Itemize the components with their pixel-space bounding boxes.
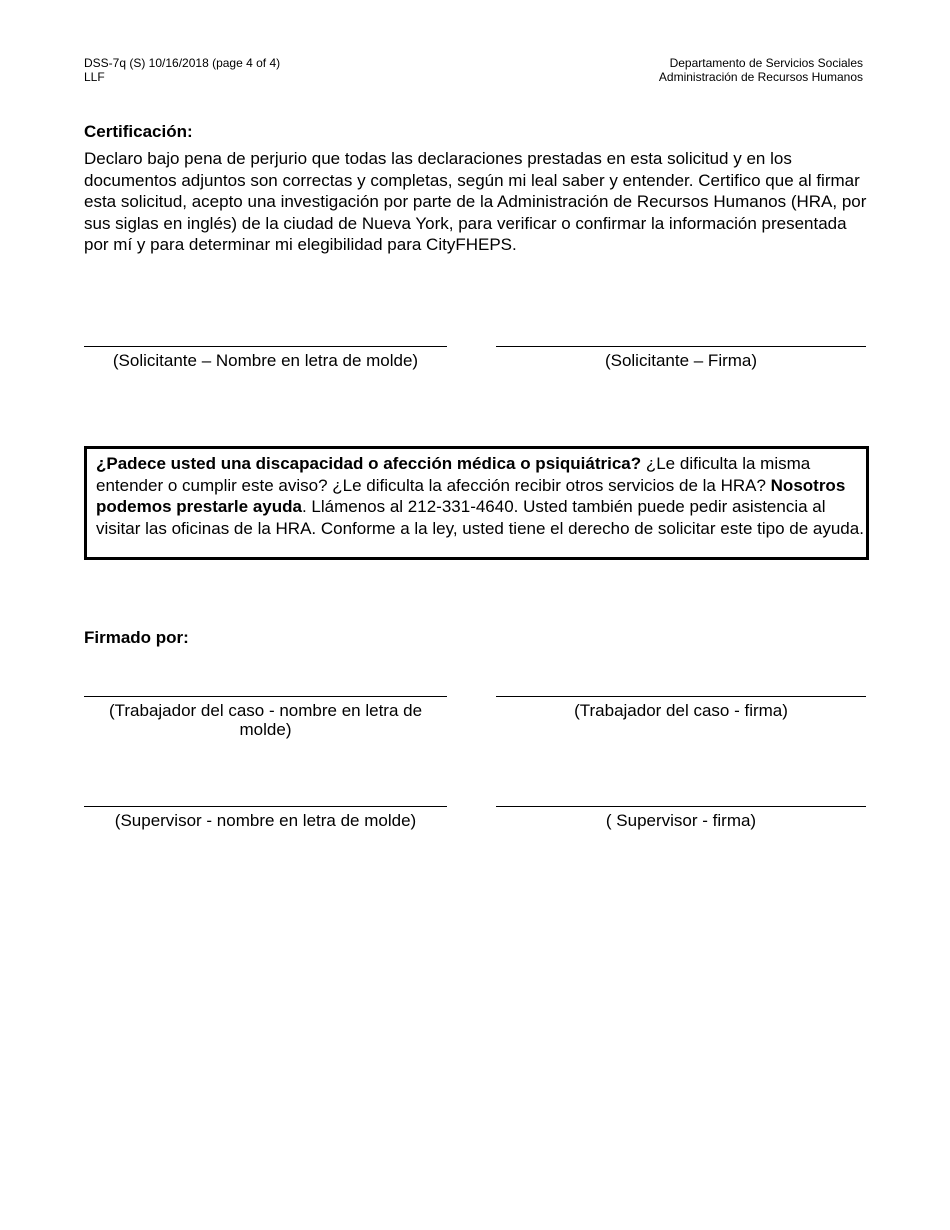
- disability-notice-box: [84, 446, 869, 560]
- form-id: DSS-7q (S) 10/16/2018 (page 4 of 4): [84, 56, 281, 70]
- caseworker-name-line[interactable]: [84, 696, 447, 697]
- notice-text-1: ¿Le dificulta la misma entender o cumplir este aviso? ¿Le dificulta la afección recibir otros servicios de la HRA?: [96, 454, 811, 495]
- certification-body: Declaro bajo pena de perjurio que todas las declaraciones prestadas en esta solicitud y en los documentos adjuntos son correctas y completas, según mi leal saber y entender. Certifico que al firmar esta solicitud, acepto una investigación por parte de la Administración de Recursos Humanos (HRA, por sus siglas en inglés) de la ciudad de Nueva York, para verificar o confirmar la información presentada por mí y para determinar mi elegibilidad para CityFHEPS.: [84, 149, 867, 254]
- notice-text-2: . Llámenos al 212-331-4640. Usted también puede pedir asistencia al visitar las oficinas de la HRA. Conforme a la ley, usted tiene el derecho de solicitar este tipo de ayuda.: [96, 497, 864, 538]
- applicant-signature-label: (Solicitante – Firma): [604, 351, 758, 370]
- notice-help: Nosotros podemos prestarle ayuda: [96, 475, 846, 516]
- signed-by-title: Firmado por:: [84, 628, 189, 647]
- caseworker-signature-label: (Trabajador del caso - firma): [574, 701, 788, 720]
- caseworker-signature-line[interactable]: [496, 696, 866, 697]
- department-name: Departamento de Servicios Sociales: [669, 56, 863, 70]
- form-header-left: [84, 56, 280, 84]
- form-code: LLF: [84, 70, 105, 84]
- notice-question: ¿Padece usted una discapacidad o afección médica o psiquiátrica?: [96, 454, 642, 473]
- supervisor-signature-line[interactable]: [496, 806, 866, 807]
- certification-title: Certificación:: [84, 122, 193, 141]
- administration-name: Administración de Recursos Humanos: [658, 70, 863, 84]
- caseworker-name-label: (Trabajador del caso - nombre en letra de molde): [108, 701, 423, 739]
- supervisor-name-label: (Supervisor - nombre en letra de molde): [114, 811, 417, 830]
- supervisor-name-line[interactable]: [84, 806, 447, 807]
- form-header-right: [659, 56, 863, 84]
- applicant-signature-line[interactable]: [496, 346, 866, 347]
- applicant-name-label: (Solicitante – Nombre en letra de molde): [112, 351, 419, 370]
- applicant-name-line[interactable]: [84, 346, 447, 347]
- supervisor-signature-label: ( Supervisor - firma): [605, 811, 757, 830]
